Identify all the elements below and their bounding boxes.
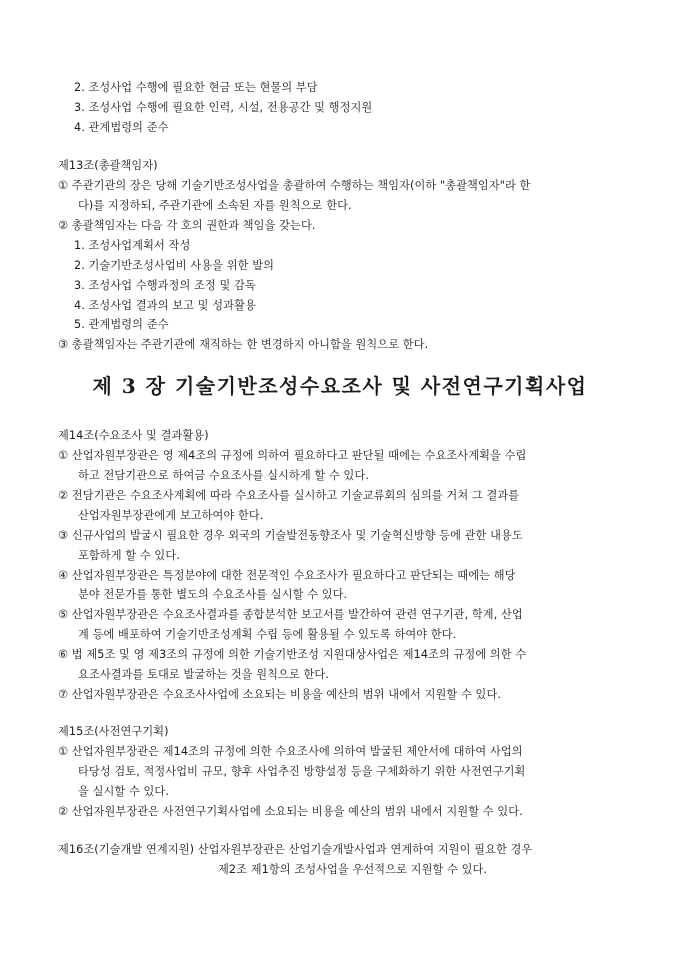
article-13-paragraph-3: ③ 총괄책임자는 주관기관에 재직하는 한 변경하지 아니함을 원칙으로 한다. bbox=[58, 338, 429, 351]
article-15-line: ② 산업자원부장관은 사전연구기획사업에 소요되는 비용을 예산의 범위 내에서 지원할 수 있다. bbox=[58, 805, 523, 818]
article-14-line: ③ 신규사업의 발굴시 필요한 경우 외국의 기술발전동향조사 및 기술혁신방향 등에 관한 내용도 bbox=[58, 529, 523, 542]
article-13-paragraph-1-cont: 다)를 지정하되, 주관기관에 소속된 자를 원칙으로 한다. bbox=[78, 199, 352, 212]
article-14-line: ④ 산업자원부장관은 특정분야에 대한 전문적인 수요조사가 필요하다고 판단되는 때에는 해당 bbox=[58, 569, 516, 582]
list-item: 3. 조성사업 수행과정의 조정 및 감독 bbox=[74, 279, 256, 292]
article-15-heading: 제15조(사전연구기획) bbox=[58, 725, 169, 738]
article-14-line: 분야 전문가를 통한 별도의 수요조사를 실시할 수 있다. bbox=[78, 588, 348, 601]
article-14-line: ① 산업자원부장관은 영 제4조의 규정에 의하여 필요하다고 판단될 때에는 수요조사계획을 수립 bbox=[58, 449, 527, 462]
list-item: 4. 조성사업 결과의 보고 및 성과활용 bbox=[74, 299, 256, 312]
article-14-line: 계 등에 배포하여 기술기반조성계획 수립 등에 활용될 수 있도록 하여야 한다. bbox=[78, 628, 457, 641]
article-14-heading: 제14조(수요조사 및 결과활용) bbox=[58, 429, 209, 442]
article-16-line: 제16조(기술개발 연계지원) 산업자원부장관은 산업기술개발사업과 연계하여 지원이 필요한 경우 bbox=[58, 843, 533, 856]
list-item: 5. 관계법령의 준수 bbox=[74, 318, 169, 331]
list-item: 3. 조성사업 수행에 필요한 인력, 시설, 전용공간 및 행정지원 bbox=[74, 101, 373, 114]
article-14-line: 포함하게 할 수 있다. bbox=[78, 549, 180, 562]
article-14-line: ⑦ 산업자원부장관은 수요조사사업에 소요되는 비용을 예산의 범위 내에서 지원할 수 있다. bbox=[58, 688, 502, 701]
article-13-paragraph-1: ① 주관기관의 장은 당해 기술기반조성사업을 총괄하여 수행하는 책임자(이하 "총괄책임자"라 한 bbox=[58, 179, 531, 192]
article-15-line: ① 산업자원부장관은 제14조의 규정에 의한 수요조사에 의하여 발굴된 제안서에 대하여 사업의 bbox=[58, 745, 523, 758]
chapter-title: 제 3 장 기술기반조성수요조사 및 사전연구기획사업 bbox=[92, 374, 588, 398]
list-item: 2. 조성사업 수행에 필요한 현금 또는 현물의 부담 bbox=[74, 81, 318, 94]
article-13-heading: 제13조(총괄책임자) bbox=[58, 159, 158, 172]
article-15-line: 타당성 검토, 적정사업비 규모, 향후 사업추진 방향설정 등을 구체화하기 위한 사전연구기획 bbox=[78, 765, 526, 778]
list-item: 1. 조성사업계획서 작성 bbox=[74, 239, 191, 252]
article-15-line: 을 실시할 수 있다. bbox=[78, 785, 169, 798]
article-14-line: ⑤ 산업자원부장관은 수요조사결과를 종합분석한 보고서를 발간하여 관련 연구기관, 학계, 산업 bbox=[58, 608, 523, 621]
article-14-line: 요조사결과를 토대로 발굴하는 것을 원칙으로 한다. bbox=[78, 668, 329, 681]
article-14-line: ② 전담기관은 수요조사계획에 따라 수요조사를 실시하고 기술교류회의 심의를 거쳐 그 결과를 bbox=[58, 489, 520, 502]
article-14-line: 하고 전담기관으로 하여금 수요조사를 실시하게 할 수 있다. bbox=[78, 469, 370, 482]
article-14-line: ⑥ 법 제5조 및 영 제3조의 규정에 의한 기술기반조성 지원대상사업은 제14조의 규정에 의한 수 bbox=[58, 648, 527, 661]
list-item: 2. 기술기반조성사업비 사용을 위한 발의 bbox=[74, 259, 275, 272]
list-item: 4. 관계법령의 준수 bbox=[74, 121, 169, 134]
article-14-line: 산업자원부장관에게 보고하여야 한다. bbox=[78, 509, 264, 522]
article-13-paragraph-2: ② 총괄책임자는 다음 각 호의 권한과 책임을 갖는다. bbox=[58, 219, 316, 232]
article-16-line-cont: 제2조 제1항의 조성사업을 우선적으로 지원할 수 있다. bbox=[218, 863, 488, 876]
